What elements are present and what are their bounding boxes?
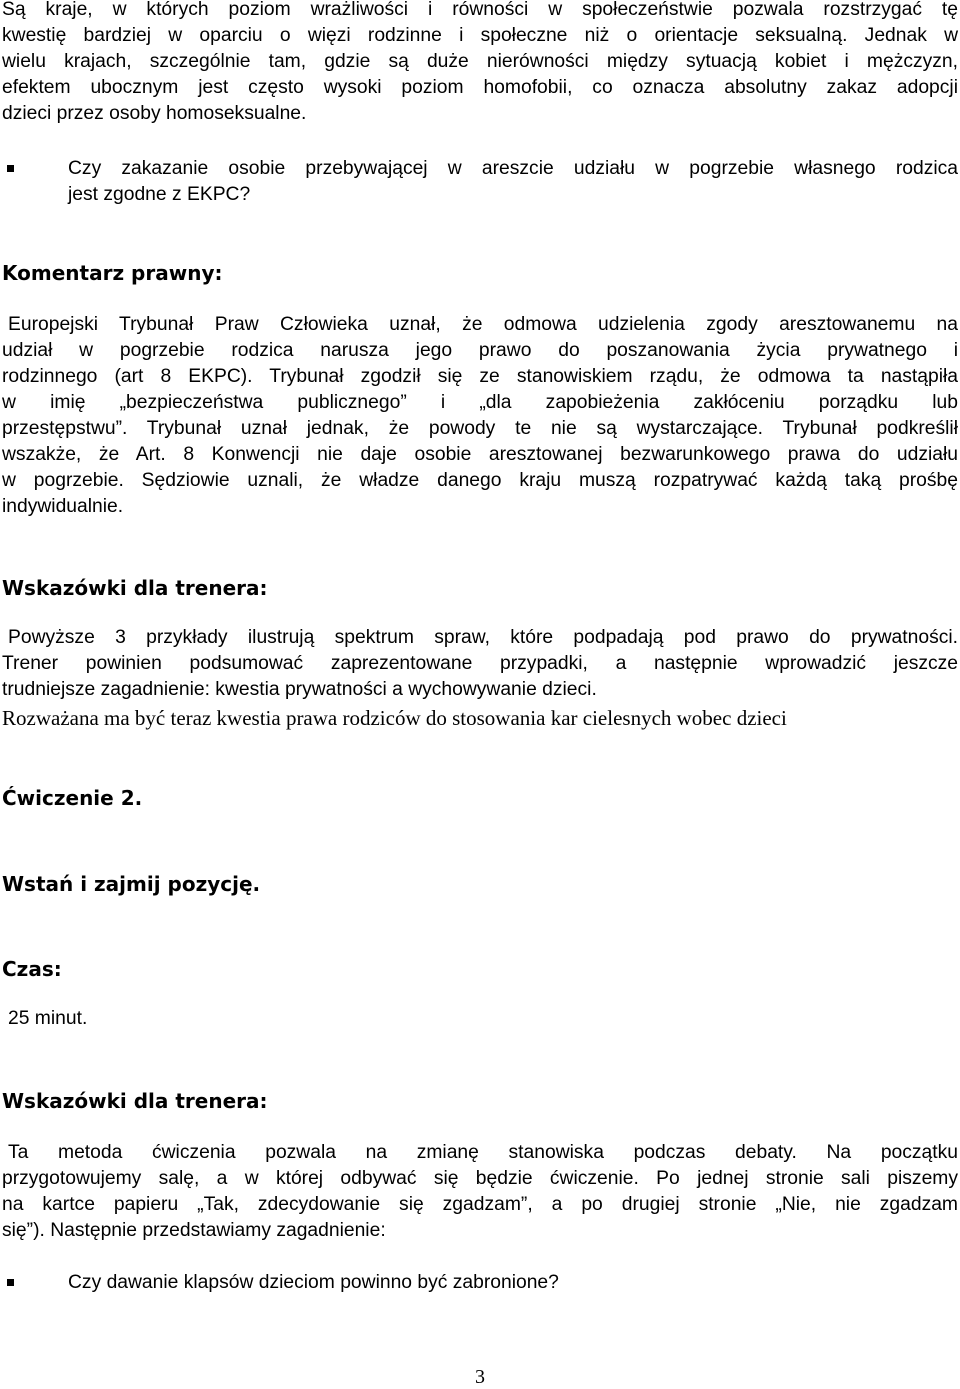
trainer-line: się”). Następnie przedstawiamy zagadnienie: (2, 1220, 386, 1241)
trainer-tips-paragraph-2 (2, 1140, 958, 1244)
legal-line: Europejski Trybunał Praw Człowieka uznał, że odmowa udzielenia zgody aresztowanemu na (8, 314, 958, 335)
trainer-line: trudniejsze zagadnienie: kwestia prywatności a wychowywanie dzieci. (2, 679, 597, 700)
exercise-title: Wstań i zajmij pozycję. (2, 872, 261, 896)
trainer-tips-paragraph-1 (2, 625, 958, 703)
trainer-tips-heading-2: Wskazówki dla trenera: (2, 1089, 268, 1113)
legal-line: indywidualnie. (2, 496, 124, 517)
intro-line: wielu krajach, szczególnie tam, gdzie są duże nierówności między sytuacją kobiet i mężczyzn, (2, 51, 958, 72)
legal-line: w pogrzebie. Sędziowie uznali, że władze danego kraju muszą rozpatrywać każdą taką prośbę (2, 470, 958, 491)
legal-line: w imię „bezpieczeństwa publicznego” i „dla zapobieżenia zakłóceniu porządku lub (2, 392, 958, 413)
exercise-heading: Ćwiczenie 2. (2, 786, 143, 810)
trainer-line: przygotowujemy salę, a w której odbywać się będzie ćwiczenie. Po jednej stronie sali piszemy (2, 1168, 958, 1189)
trainer-serif-line: Rozważana ma być teraz kwestia prawa rodziców do stosowania kar cielesnych wobec dzieci (2, 706, 787, 730)
trainer-line: Ta metoda ćwiczenia pozwala na zmianę stanowiska podczas debaty. Na początku (8, 1142, 958, 1163)
time-value: 25 minut. (8, 1008, 88, 1029)
legal-line: wszakże, że Art. 8 Konwencji nie daje osobie aresztowanej bezwarunkowego prawa do udziału (2, 444, 958, 465)
intro-line: dzieci przez osoby homoseksualne. (2, 103, 307, 124)
intro-line: kwestię bardziej w oparciu o więzi rodzinne i społeczne niż o orientacje seksualną. Jednak w (2, 25, 958, 46)
trainer-line: Trener powinien podsumować zaprezentowane przypadki, a następnie wprowadzić jeszcze (2, 653, 958, 674)
intro-line: Są kraje, w których poziom wrażliwości i równości w społeczeństwie pozwala rozstrzygać tę (2, 0, 958, 20)
bullet-line: Czy dawanie klapsów dzieciom powinno być zabronione? (68, 1272, 559, 1293)
bullet-square-icon (7, 165, 14, 172)
trainer-line: Powyższe 3 przykłady ilustrują spektrum spraw, które podpadają pod prawo do prywatności. (8, 627, 958, 648)
bullet-line: Czy zakazanie osobie przebywającej w areszcie udziału w pogrzebie własnego rodzica (68, 158, 958, 179)
intro-line: efektem ubocznym jest często wysoki poziom homofobii, co oznacza absolutny zakaz adopcji (2, 77, 958, 98)
legal-line: rodzinnego (art 8 EKPC). Trybunał zgodził się ze stanowiskiem rządu, że odmowa ta nastąpiła (2, 366, 958, 387)
bullet-text (68, 1270, 958, 1296)
bullet-square-icon (7, 1279, 14, 1286)
bullet-text (68, 156, 958, 208)
time-heading: Czas: (2, 957, 62, 981)
page-number: 3 (475, 1366, 485, 1388)
legal-line: udział w pogrzebie rodzica narusza jego prawo do poszanowania życia prywatnego i (2, 340, 958, 361)
trainer-tips-heading-1: Wskazówki dla trenera: (2, 576, 268, 600)
legal-comment-heading: Komentarz prawny: (2, 261, 223, 285)
bullet-line: jest zgodne z EKPC? (68, 184, 251, 205)
trainer-line: na kartce papieru „Tak, zdecydowanie się zgadzam”, a po drugiej stronie „Nie, nie zgadzam (2, 1194, 958, 1215)
legal-line: przestępstwu”. Trybunał uznał jednak, że powody te nie są wystarczające. Trybunał podkreślił (2, 418, 958, 439)
legal-comment-paragraph (2, 312, 958, 520)
intro-paragraph (2, 0, 958, 127)
